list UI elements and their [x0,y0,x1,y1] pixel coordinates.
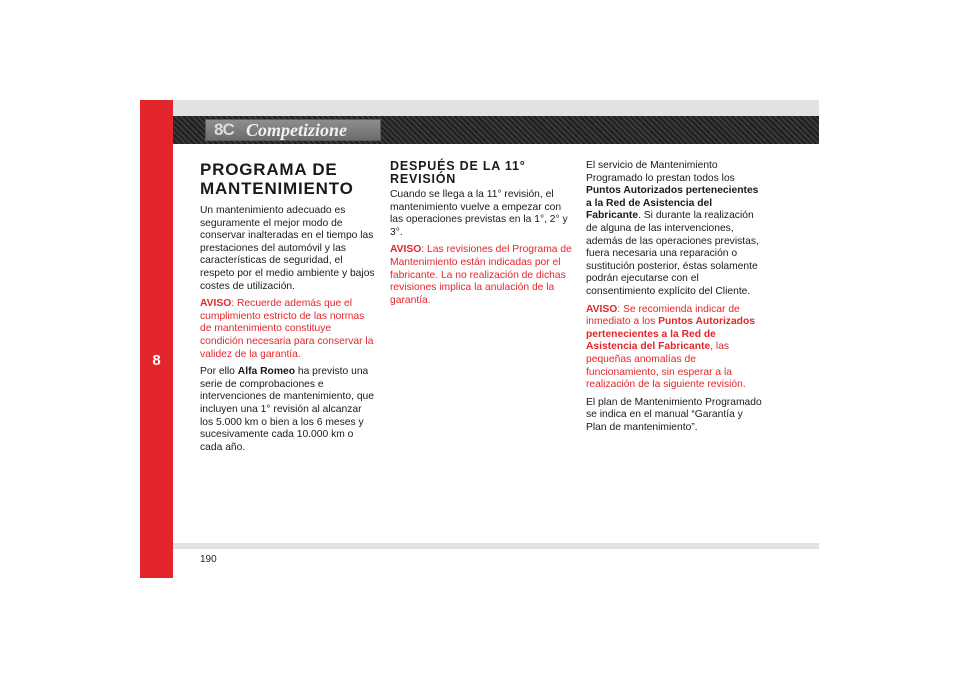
aviso-text: : Recuerde además que el cumplimiento estricto de las normas de mantenimiento constituye condición necesaria para conservar la validez de la garantía. [200,298,374,360]
aviso-revisiones [390,244,572,307]
footer-band [173,543,819,549]
header-band [173,100,819,116]
chapter-side-tab [140,100,173,578]
column-1 [200,160,376,459]
text-segment: ha previsto una serie de comprobaciones e intervenciones de mantenimiento, que incluyen una 1° revisión al alcanzar los 5.000 km o bien a los 6 meses y sucesivamente cada 10.000 km o cada año. [200,366,375,453]
text-segment: Por ello [200,366,238,378]
logo-script: Competizione [246,120,348,140]
column-3 [586,160,766,439]
header-banner [173,116,819,144]
text-segment: . Si durante la realización de alguna de las intervenciones, además de las operaciones previstas, fuera necesaria una reparación o sustitución posterior, éstas solamente podrán ejecutarse con el consentimiento explícito del Cliente. [586,210,759,297]
aviso-label: AVISO [200,298,232,310]
section-heading-despues: DESPUÉS DE LA 11° REVISIÓN [390,159,526,186]
text-segment: : Se recomienda indicar de inmediato a los [586,303,740,328]
text-segment: , las pequeñas anomalías de funcionamiento, sin esperar a la realización de la siguiente revisión. [586,341,746,391]
brand-name: Alfa Romeo [237,366,295,378]
aviso-garantia [200,298,376,361]
page-number: 190 [200,554,217,565]
chapter-number: 8 [152,352,161,369]
model-logo [205,119,381,141]
column-2 [390,160,572,312]
section-heading-programa: PROGRAMA DE MANTENIMIENTO [200,160,354,198]
aviso-label: AVISO [586,303,618,315]
paragraph-servicio [586,160,766,299]
paragraph-plan: El plan de Mantenimiento Programado se indica en el manual “Garantía y Plan de mantenimiento”. [586,396,762,433]
bold-segment: Puntos Autorizados pertenecientes a la Red de Asistencia del Fabricante [586,316,755,353]
paragraph-alfa-romeo [200,366,376,454]
aviso-anomalias [586,304,766,392]
paragraph-intro: Un mantenimiento adecuado es seguramente el mejor modo de conservar inalteradas en el tiempo las prestaciones del automóvil y las características de seguridad, el respeto por el medio ambiente y bajos costes de utilización. [200,205,375,292]
aviso-label: AVISO [390,244,422,256]
logo-mark: 8C [214,120,234,139]
bold-segment: Puntos Autorizados pertenecientes a la Red de Asistencia del Fabricante [586,185,759,222]
aviso-text: : Las revisiones del Programa de Mantenimiento están indicadas por el fabricante. La no realización de dichas revisiones implica la anulación de la garantía. [390,244,572,306]
paragraph-11-revision: Cuando se llega a la 11° revisión, el mantenimiento vuelve a empezar con las operaciones previstas en la 1°, 2° y 3°. [390,189,568,238]
text-segment: El servicio de Mantenimiento Programado lo prestan todos los [586,160,735,184]
